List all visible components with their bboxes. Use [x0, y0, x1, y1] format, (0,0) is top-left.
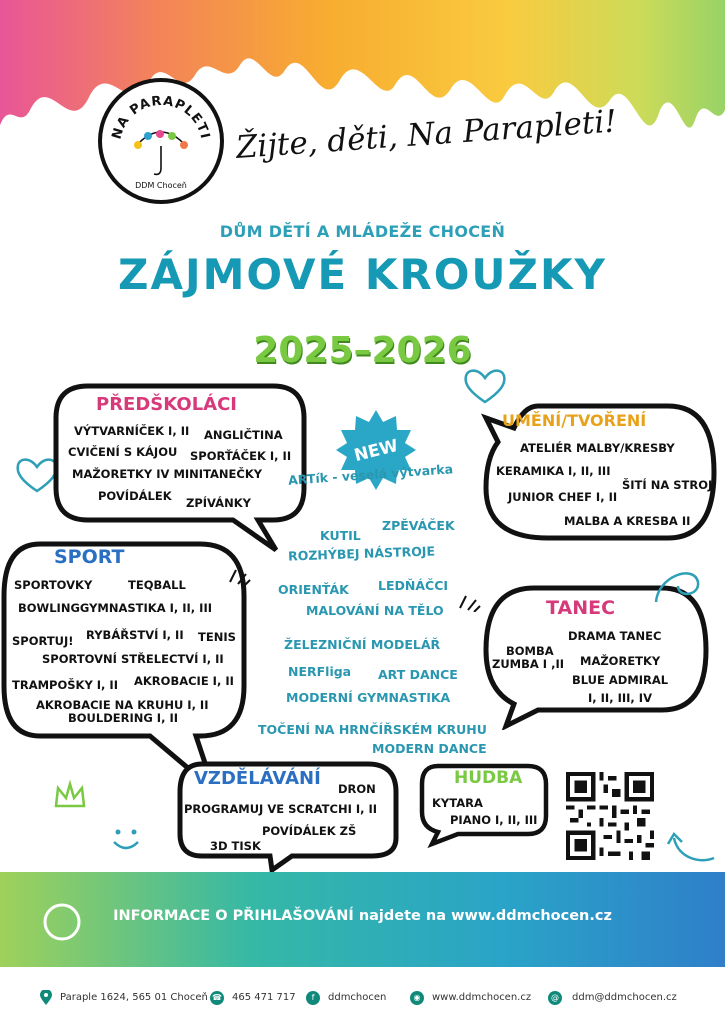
list-item: ZPÍVÁNKY — [186, 496, 251, 510]
list-item: BLUE ADMIRAL — [572, 673, 669, 687]
list-item: MAŽORETKY IV MINITANEČKY — [72, 467, 263, 481]
page-title: ZÁJMOVÉ KROUŽKY — [118, 250, 607, 299]
location-pin-icon — [40, 990, 52, 1006]
list-item: ŠITÍ NA STROJI — [622, 478, 717, 492]
list-item: RYBÁŘSTVÍ I, II — [86, 628, 184, 642]
logo — [98, 78, 224, 204]
list-item: POVÍDÁLEK — [98, 489, 172, 503]
list-item: ROZHÝBEJ NÁSTROJE — [287, 543, 436, 564]
arrow-icon — [660, 810, 720, 870]
smiley-icon — [96, 806, 156, 866]
section-title-sport: SPORT — [54, 546, 125, 568]
list-item: BOULDERING I, II — [68, 711, 179, 725]
list-item: VÝTVARNÍČEK I, II — [74, 424, 190, 438]
list-item: KERAMIKA I, II, III — [496, 464, 611, 478]
list-item: SPORTOVNÍ STŘELECTVÍ I, II — [42, 652, 224, 666]
sparkle-icon — [456, 592, 482, 612]
phone-number[interactable]: 465 471 717 — [232, 992, 296, 1003]
list-item: SPORTOVKY — [14, 578, 93, 592]
list-item: MALOVÁNÍ NA TĚLO — [306, 603, 444, 618]
section-title-umeni: UMĚNÍ/TVOŘENÍ — [502, 411, 647, 430]
list-item: 3D TISK — [210, 839, 261, 853]
organization-name: DŮM DĚTÍ A MLÁDEŽE CHOCEŇ — [219, 222, 506, 241]
list-item: MODERNÍ GYMNASTIKA — [286, 690, 451, 705]
svg-text:NA PARAPLETI: NA PARAPLETI — [109, 93, 213, 142]
list-item: ORIENŤÁK — [278, 582, 349, 597]
section-title-hudba: HUDBA — [454, 768, 523, 788]
list-item: POVÍDÁLEK ZŠ — [262, 824, 357, 838]
list-item: TENIS — [198, 630, 236, 644]
list-item: ANGLIČTINA — [204, 428, 283, 442]
email-link[interactable]: ddm@ddmchocen.cz — [572, 992, 677, 1003]
list-item: LEDŇÁČCI — [378, 578, 449, 593]
list-item: I, II, III, IV — [588, 691, 652, 705]
section-title-vzdelavani: VZDĚLÁVÁNÍ — [194, 768, 321, 789]
slogan: Žijte, děti, Na Parapleti! — [234, 103, 618, 166]
list-item: NERFliga — [288, 664, 352, 679]
umbrella-icon — [102, 82, 220, 200]
list-item: TRAMPOŠKY I, II — [12, 678, 118, 692]
list-item: ZPĚVÁČEK — [382, 518, 455, 533]
school-year: 2025–2026 — [253, 330, 472, 371]
list-item: ARTík - veselá výtvarka — [287, 461, 454, 488]
list-item: SPORŤÁČEK I, II — [190, 449, 292, 463]
list-item: TEQBALL — [128, 578, 186, 592]
list-item: MALBA A KRESBA II — [564, 514, 691, 528]
section-title-tanec: TANEC — [546, 597, 616, 619]
list-item: KYTARA — [432, 796, 483, 810]
list-item: AKROBACIE I, II — [134, 674, 234, 688]
email-icon: @ — [548, 991, 562, 1005]
list-item: DRON — [338, 782, 376, 796]
address: Paraple 1624, 565 01 Choceň — [60, 992, 208, 1003]
registration-info: INFORMACE O PŘIHLAŠOVÁNÍ najdete na www.ddmchocen.cz — [113, 908, 612, 924]
crown-icon — [52, 780, 88, 810]
list-item: JUNIOR CHEF I, II — [508, 490, 618, 504]
svg-text:NEW: NEW — [352, 435, 401, 467]
list-item: KUTIL — [320, 528, 361, 543]
svg-text:DDM Choceň: DDM Choceň — [135, 181, 187, 190]
qr-code[interactable] — [566, 772, 654, 860]
list-item: ART DANCE — [378, 667, 458, 682]
swirl-icon — [650, 556, 704, 608]
list-item: MODERN DANCE — [372, 741, 487, 756]
list-item: TOČENÍ NA HRNČÍŘSKÉM KRUHU — [258, 722, 487, 737]
web-icon: ◉ — [410, 991, 424, 1005]
list-item: ATELIÉR MALBY/KRESBY — [520, 441, 675, 455]
phone-icon: ☎ — [210, 991, 224, 1005]
list-item: BOWLINGGYMNASTIKA I, II, III — [18, 601, 213, 615]
list-item: BOMBA — [506, 644, 554, 658]
list-item: PROGRAMUJ VE SCRATCHI I, II — [184, 802, 378, 816]
list-item: AKROBACIE NA KRUHU I, II — [36, 698, 209, 712]
list-item: DRAMA TANEC — [568, 629, 662, 643]
section-title-predskolaci: PŘEDŠKOLÁCI — [96, 394, 238, 415]
website-link[interactable]: www.ddmchocen.cz — [432, 992, 532, 1003]
list-item: ZUMBA I ,II — [492, 657, 564, 671]
list-item: MAŽORETKY — [580, 654, 661, 668]
sparkle-icon — [226, 566, 252, 586]
list-item: PIANO I, II, III — [450, 813, 538, 827]
facebook-handle[interactable]: ddmchocen — [328, 992, 387, 1003]
list-item: CVIČENÍ S KÁJOU — [68, 445, 178, 459]
list-item: SPORTUJ! — [12, 634, 74, 648]
list-item: ŽELEZNIČNÍ MODELÁŘ — [284, 637, 441, 652]
facebook-icon: f — [306, 991, 320, 1005]
